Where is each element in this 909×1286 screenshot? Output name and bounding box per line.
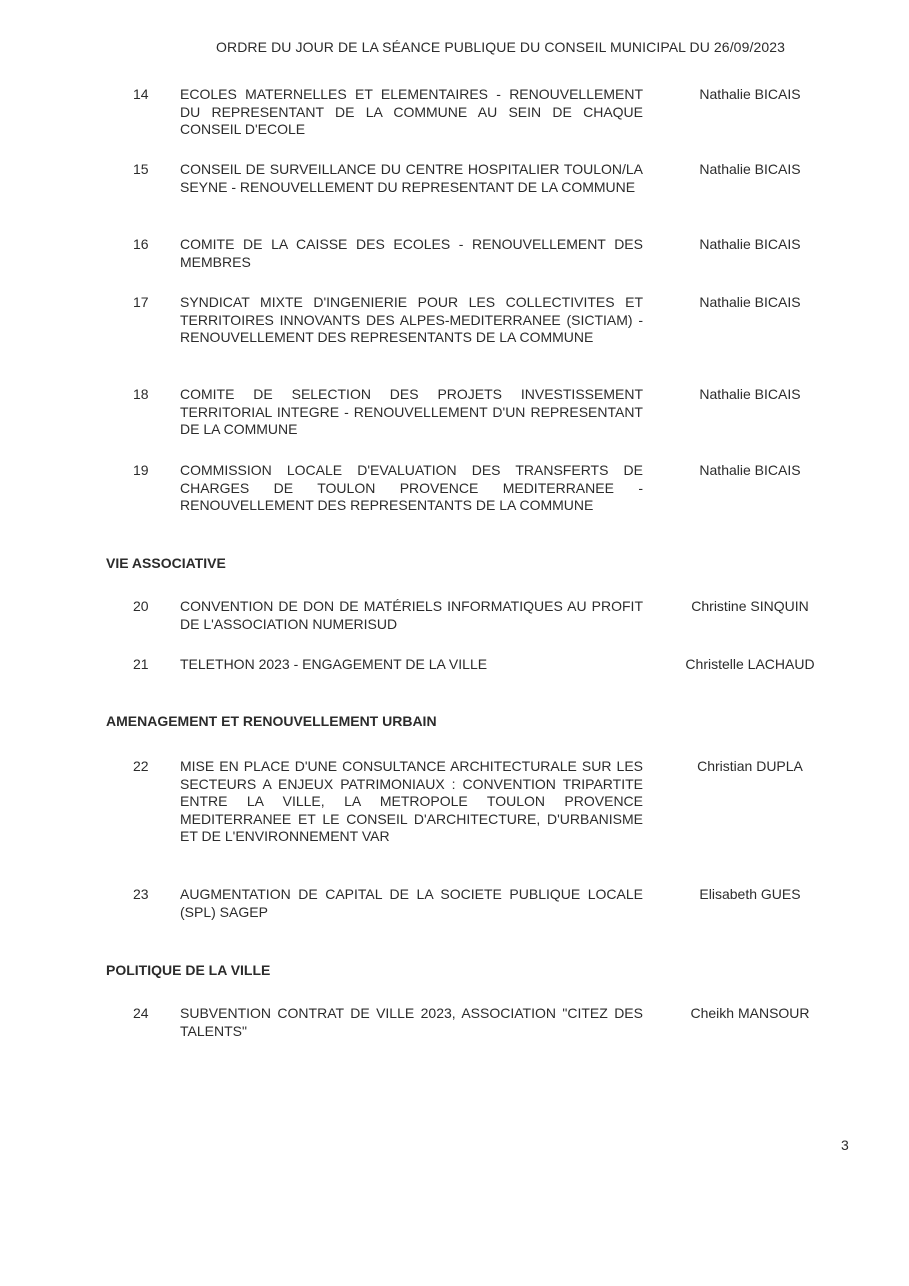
section-title: VIE ASSOCIATIVE [106,555,226,571]
item-rapporteur: Nathalie BICAIS [699,386,801,402]
item-number: 22 [133,758,149,774]
section-title: POLITIQUE DE LA VILLE [106,962,271,978]
item-text: SUBVENTION CONTRAT DE VILLE 2023, ASSOCIATION "CITEZ DES TALENTS" [180,1005,643,1039]
item-rapporteur: Christine SINQUIN [691,598,809,614]
item-rapporteur: Christian DUPLA [697,758,803,774]
item-number: 21 [133,656,149,672]
item-number: 24 [133,1005,149,1021]
item-text: SYNDICAT MIXTE D'INGENIERIE POUR LES COLLECTIVITES ET TERRITOIRES INNOVANTS DES ALPES-MEDITERRANEE (SICTIAM) - RENOUVELLEMENT DES REPRESENTANTS DE LA COMMUNE [180,294,643,345]
item-rapporteur: Nathalie BICAIS [699,86,801,102]
item-number: 16 [133,236,149,252]
item-number: 15 [133,161,149,177]
item-text: CONSEIL DE SURVEILLANCE DU CENTRE HOSPITALIER TOULON/LA SEYNE - RENOUVELLEMENT DU REPRESENTANT DE LA COMMUNE [180,161,643,195]
item-number: 20 [133,598,149,614]
item-text: MISE EN PLACE D'UNE CONSULTANCE ARCHITECTURALE SUR LES SECTEURS A ENJEUX PATRIMONIAUX : CONVENTION TRIPARTITE ENTRE LA VILLE, LA METROPOLE TOULON PROVENCE MEDITERRANEE ET LE CONSEIL D'ARCHITECTURE, D'URBANISME ET DE L'ENVIRONNEMENT VAR [180,758,643,844]
item-rapporteur: Elisabeth GUES [699,886,801,902]
section-title: AMENAGEMENT ET RENOUVELLEMENT URBAIN [106,713,437,729]
item-text: COMITE DE SELECTION DES PROJETS INVESTISSEMENT TERRITORIAL INTEGRE - RENOUVELLEMENT D'UN REPRESENTANT DE LA COMMUNE [180,386,643,437]
item-rapporteur: Cheikh MANSOUR [690,1005,810,1021]
page-number: 3 [841,1137,849,1153]
item-number: 23 [133,886,149,902]
item-text: CONVENTION DE DON DE MATÉRIELS INFORMATIQUES AU PROFIT DE L'ASSOCIATION NUMERISUD [180,598,643,632]
item-rapporteur: Nathalie BICAIS [699,161,801,177]
item-rapporteur: Nathalie BICAIS [699,236,801,252]
item-text: COMMISSION LOCALE D'EVALUATION DES TRANSFERTS DE CHARGES DE TOULON PROVENCE MEDITERRANEE - RENOUVELLEMENT DES REPRESENTANTS DE LA COMMUNE [180,462,643,513]
item-number: 18 [133,386,149,402]
item-number: 19 [133,462,149,478]
item-text: COMITE DE LA CAISSE DES ECOLES - RENOUVELLEMENT DES MEMBRES [180,236,643,270]
item-number: 17 [133,294,149,310]
item-rapporteur: Nathalie BICAIS [699,462,801,478]
item-number: 14 [133,86,149,102]
item-text: AUGMENTATION DE CAPITAL DE LA SOCIETE PUBLIQUE LOCALE (SPL) SAGEP [180,886,643,920]
item-rapporteur: Nathalie BICAIS [699,294,801,310]
item-text: TELETHON 2023 - ENGAGEMENT DE LA VILLE [180,656,488,672]
item-text: ECOLES MATERNELLES ET ELEMENTAIRES - RENOUVELLEMENT DU REPRESENTANT DE LA COMMUNE AU SEIN DE CHAQUE CONSEIL D'ECOLE [180,86,643,137]
item-rapporteur: Christelle LACHAUD [685,656,815,672]
page-header-title: ORDRE DU JOUR DE LA SÉANCE PUBLIQUE DU CONSEIL MUNICIPAL DU 26/09/2023 [216,39,785,55]
